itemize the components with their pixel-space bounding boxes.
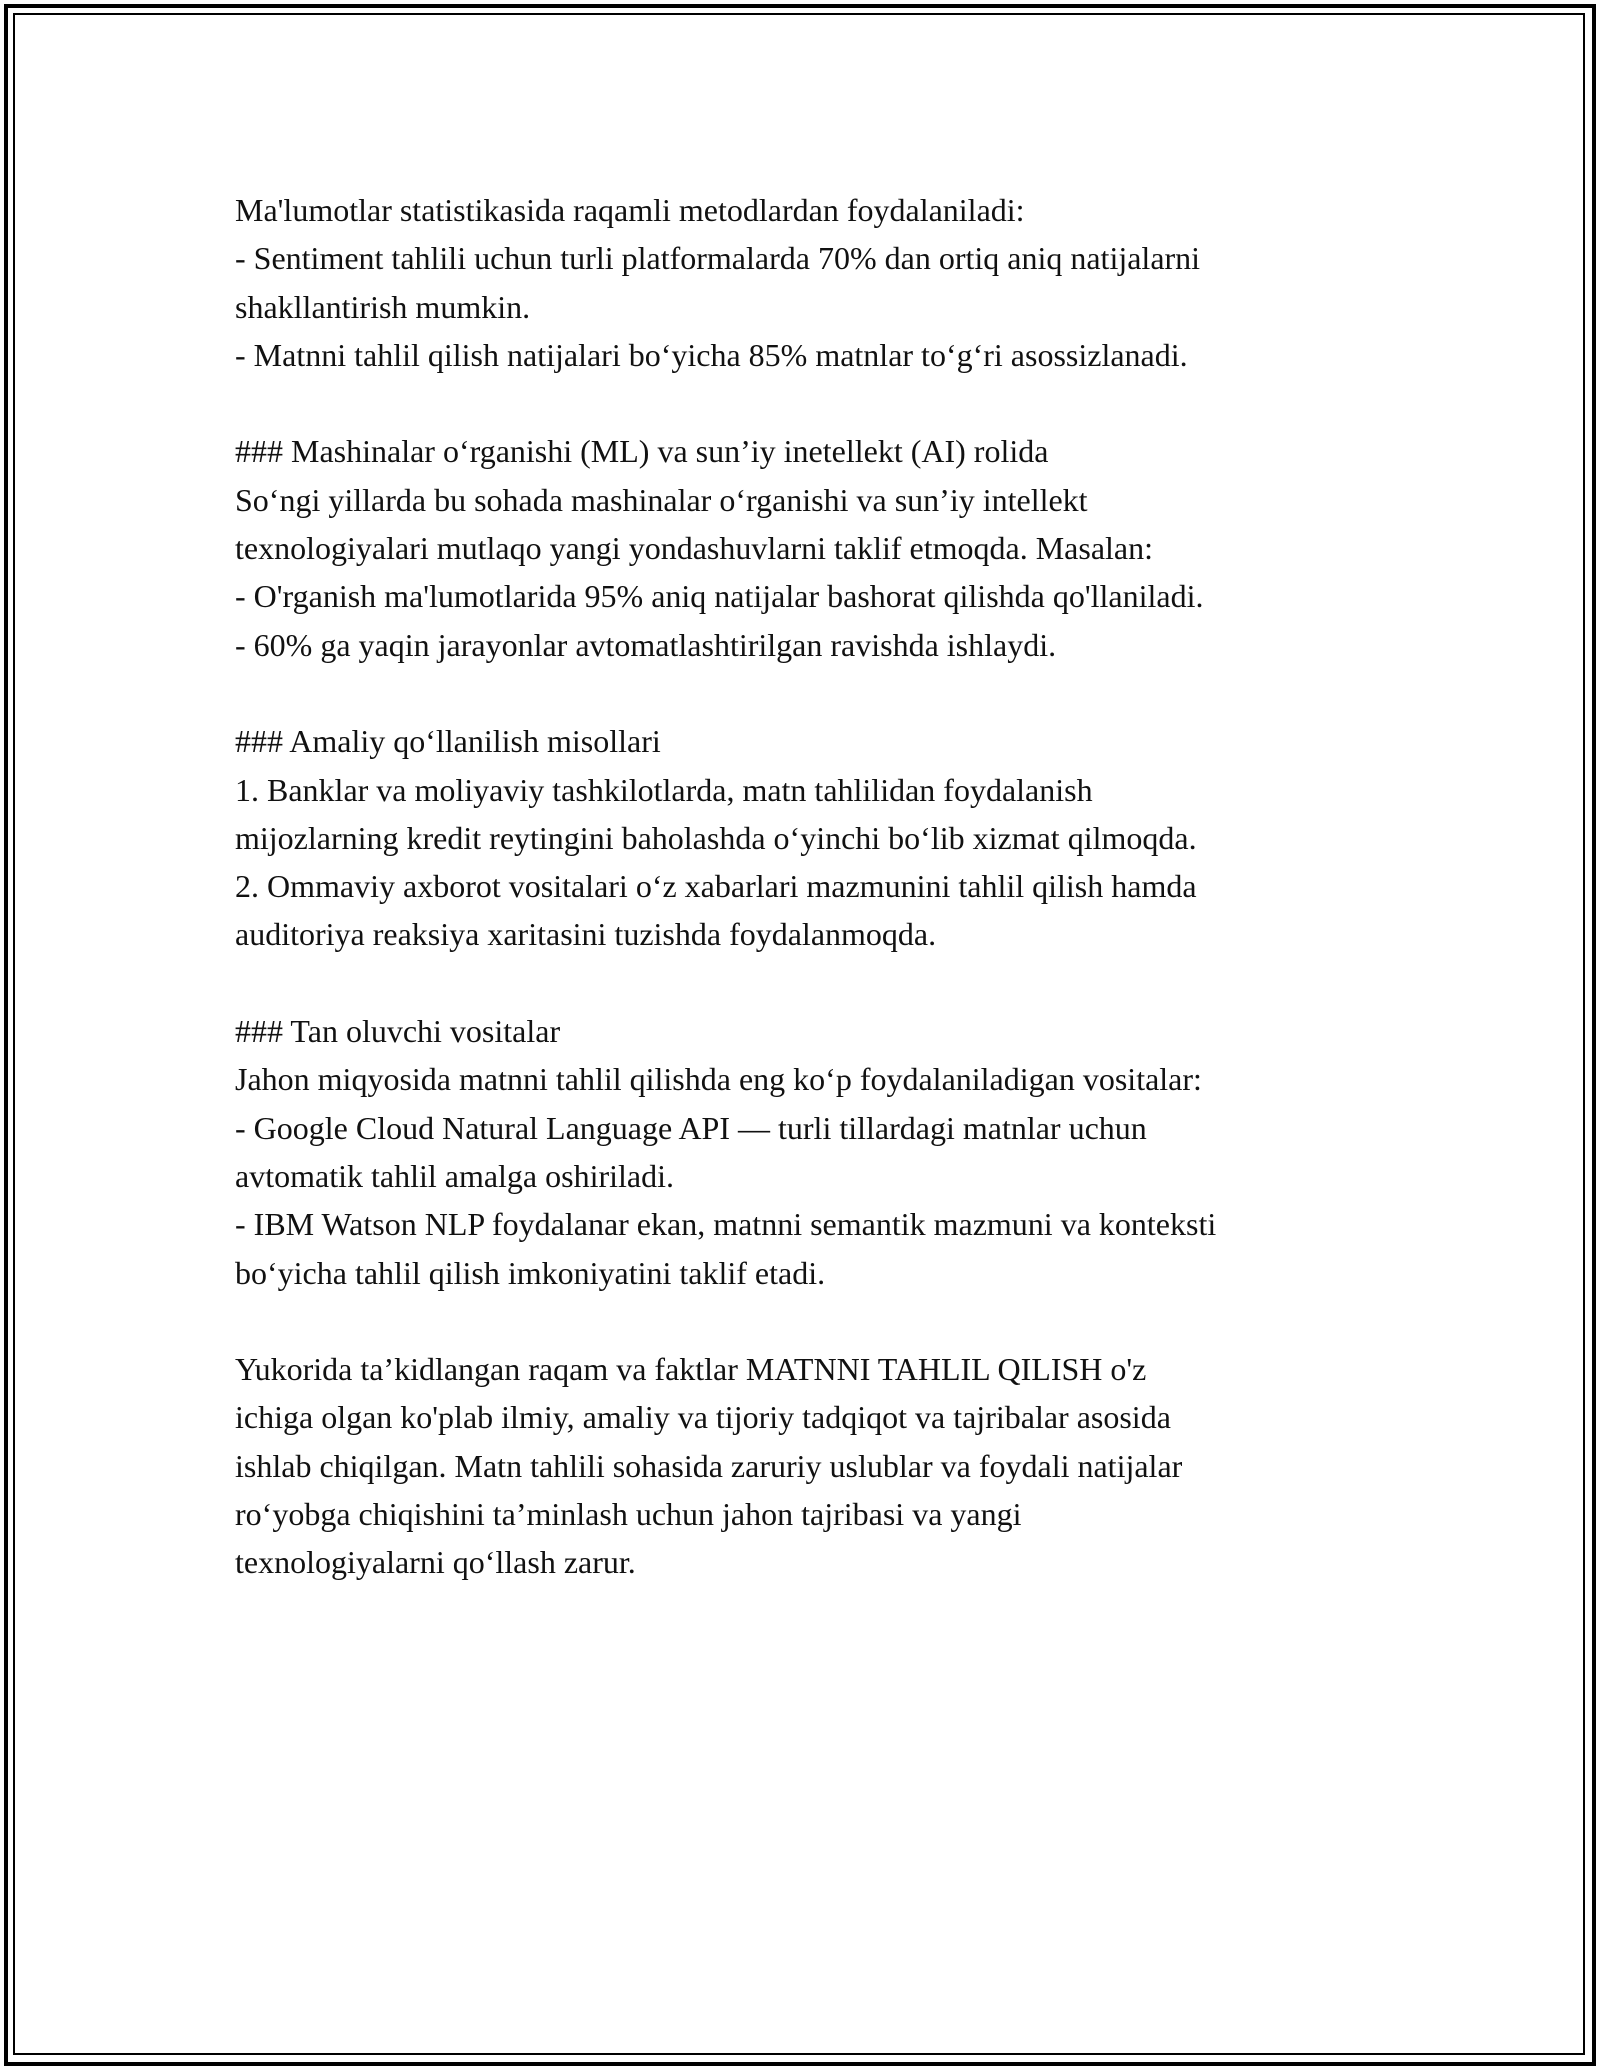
numbered-line: 1. Banklar va moliyaviy tashkilotlarda, matn tahlilidan foydalanish xyxy=(235,771,1093,808)
bullet-line: - IBM Watson NLP foydalanar ekan, matnni semantik mazmuni va konteksti xyxy=(235,1206,1217,1243)
text-line: Ma'lumotlar statistikasida raqamli metodlardan foydalaniladi: xyxy=(235,192,1025,228)
text-line: Jahon miqyosida matnni tahlil qilishda eng ko‘p foydalaniladigan vositalar: xyxy=(235,1061,1202,1098)
blank-line xyxy=(235,669,1415,717)
bullet-line: - Google Cloud Natural Language API — turli tillardagi matnlar uchun xyxy=(235,1109,1147,1146)
conclusion-line: ro‘yobga chiqishini ta’minlash uchun jahon tajribasi va yangi xyxy=(235,1496,1022,1533)
bullet-line: - Matnni tahlil qilish natijalari bo‘yicha 85% matnlar to‘g‘ri asossizlanadi. xyxy=(235,336,1188,373)
blank-line xyxy=(235,379,1415,427)
section-heading: ### Amaliy qo‘llanilish misollari xyxy=(235,723,661,760)
conclusion-line: Yukorida ta’kidlangan raqam va faktlar MATNNI TAHLIL QILISH o'z xyxy=(235,1351,1147,1388)
conclusion-line: ichiga olgan ko'plab ilmiy, amaliy va tijoriy tadqiqot va tajribalar asosida xyxy=(235,1399,1171,1436)
bullet-line: - 60% ga yaqin jarayonlar avtomatlashtirilgan ravishda ishlaydi. xyxy=(235,626,1057,663)
numbered-line: 2. Ommaviy axborot vositalari o‘z xabarlari mazmunini tahlil qilish hamda xyxy=(235,868,1197,905)
document-body xyxy=(235,186,1415,1587)
blank-line xyxy=(235,1297,1415,1345)
conclusion-line: texnologiyalarni qo‘llash zarur. xyxy=(235,1544,636,1581)
section-heading: ### Mashinalar o‘rganishi (ML) va sun’iy inetellekt (AI) rolida xyxy=(235,433,1049,470)
text-line: mijozlarning kredit reytingini baholashda o‘yinchi bo‘lib xizmat qilmoqda. xyxy=(235,819,1197,856)
bullet-line: - O'rganish ma'lumotlarida 95% aniq natijalar bashorat qilishda qo'llaniladi. xyxy=(235,578,1204,615)
conclusion-line: ishlab chiqilgan. Matn tahlili sohasida zaruriy uslublar va foydali natijalar xyxy=(235,1447,1183,1484)
text-line: bo‘yicha tahlil qilish imkoniyatini taklif etadi. xyxy=(235,1254,826,1291)
text-line: So‘ngi yillarda bu sohada mashinalar o‘rganishi va sun’iy intellekt xyxy=(235,481,1088,518)
text-line: texnologiyalari mutlaqo yangi yondashuvlarni taklif etmoqda. Masalan: xyxy=(235,530,1153,567)
blank-line xyxy=(235,959,1415,1007)
text-line: auditoriya reaksiya xaritasini tuzishda foydalanmoqda. xyxy=(235,916,937,953)
section-heading: ### Tan oluvchi vositalar xyxy=(235,1013,561,1050)
text-line: avtomatik tahlil amalga oshiriladi. xyxy=(235,1157,674,1194)
bullet-line: - Sentiment tahlili uchun turli platformalarda 70% dan ortiq aniq natijalarni xyxy=(235,240,1201,277)
text-line: shakllantirish mumkin. xyxy=(235,288,531,325)
